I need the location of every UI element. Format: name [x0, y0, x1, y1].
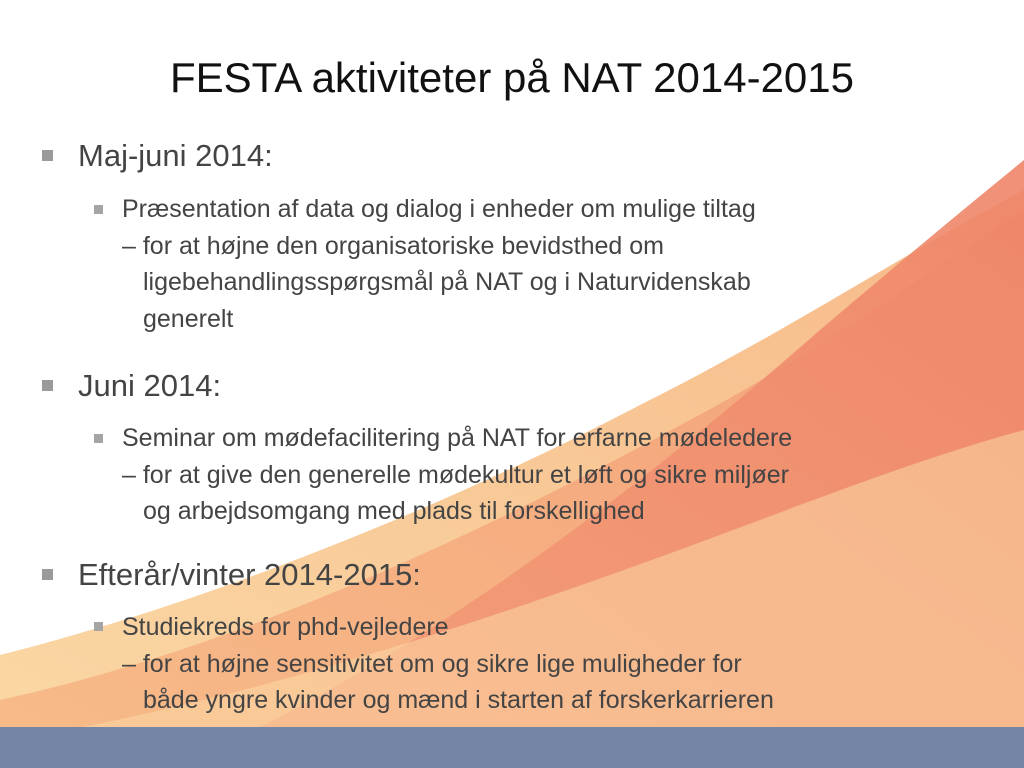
- slide-title: FESTA aktiviteter på NAT 2014-2015: [169, 54, 855, 101]
- footer-bar: [0, 727, 1024, 768]
- item-line: og arbejdsomgang med plads til forskellighed: [143, 497, 645, 525]
- sub-bullet-square-icon: [94, 434, 103, 443]
- item-line: – for at give den generelle mødekultur et løft og sikre miljøer: [122, 460, 789, 489]
- item-line: – for at højne sensitivitet om og sikre lige muligheder for: [122, 649, 742, 678]
- sub-bullet-square-icon: [94, 622, 103, 631]
- section-heading: Juni 2014:: [78, 368, 222, 403]
- section-item: [122, 191, 756, 337]
- item-line: Seminar om mødefacilitering på NAT for erfarne mødeledere: [122, 424, 793, 452]
- item-line: ligebehandlingsspørgsmål på NAT og i Naturvidenskab: [143, 268, 751, 296]
- bullet-square-icon: [42, 380, 53, 391]
- bullet-square-icon: [42, 569, 53, 580]
- item-line: Præsentation af data og dialog i enheder om mulige tiltag: [122, 195, 756, 223]
- item-line: generelt: [143, 304, 234, 333]
- bullet-square-icon: [42, 150, 53, 161]
- section-item: [122, 420, 792, 530]
- item-line: både yngre kvinder og mænd i starten af forskerkarrieren: [143, 686, 774, 714]
- item-line: Studiekreds for phd-vejledere: [122, 613, 449, 641]
- sub-bullet-square-icon: [94, 205, 103, 214]
- item-line: – for at højne den organisatoriske bevidsthed om: [122, 231, 664, 260]
- section-item: [122, 609, 774, 719]
- section-heading: Maj-juni 2014:: [78, 138, 273, 173]
- section-heading: Efterår/vinter 2014-2015:: [78, 557, 421, 592]
